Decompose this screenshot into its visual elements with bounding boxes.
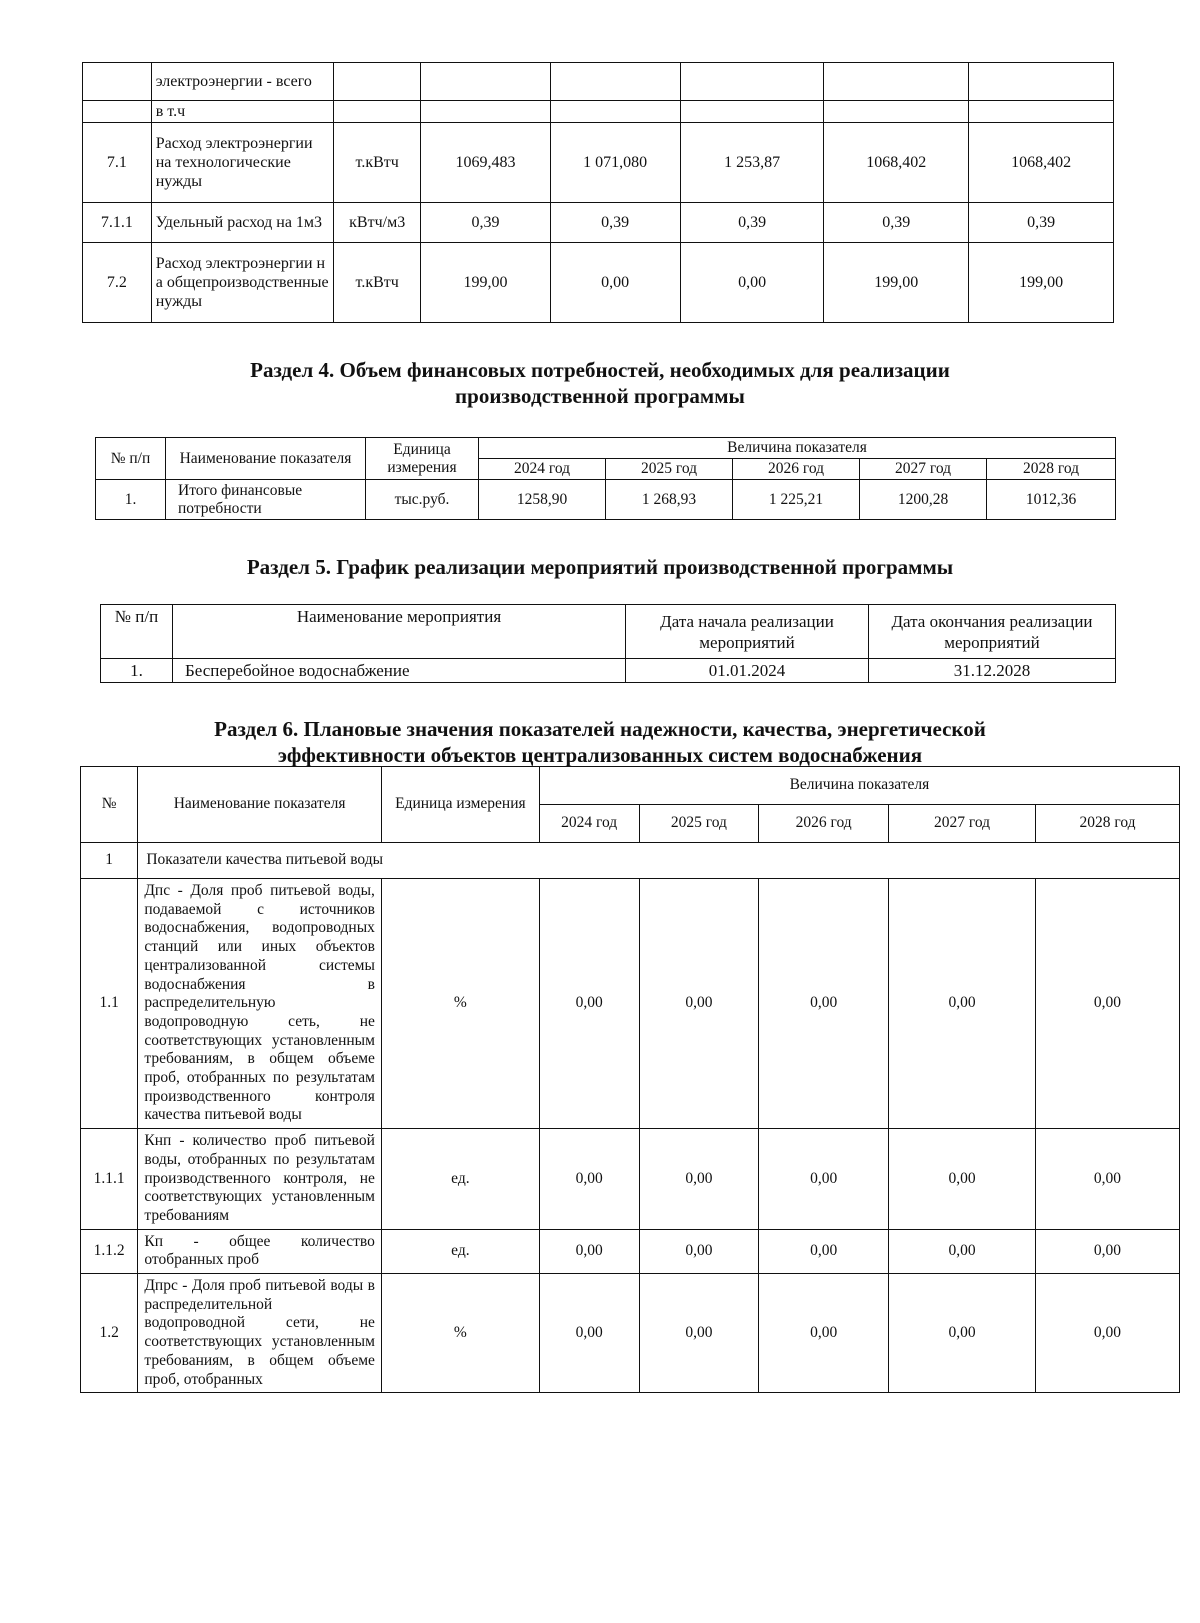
row-name: Кнп - количество проб питьевой воды, отобранных по результатам производственного контроля, не соответствующих установленным требованиям: [138, 1129, 382, 1230]
value-2024: [421, 101, 550, 123]
section4-title-line2: производственной программы: [455, 384, 745, 408]
value-2025: [550, 63, 680, 101]
row-end: 31.12.2028: [869, 659, 1116, 683]
row-unit: [333, 63, 420, 101]
value-2026: 0,00: [759, 1129, 889, 1230]
table-row: [81, 879, 1180, 1129]
header-year: 2027 год: [860, 459, 987, 480]
value-2024: [421, 63, 550, 101]
group-name: Показатели качества питьевой воды: [138, 843, 1180, 879]
value-2028: 0,00: [1035, 1274, 1179, 1393]
value-2027: 1068,402: [824, 123, 969, 203]
row-start: 01.01.2024: [626, 659, 869, 683]
value-2026: 1 253,87: [680, 123, 824, 203]
value-2025: 0,00: [639, 1274, 759, 1393]
row-unit: т.кВтч: [333, 243, 420, 323]
row-name: Удельный расход на 1м3: [151, 203, 333, 243]
table-row: [81, 1129, 1180, 1230]
value-2027: 0,00: [889, 1229, 1036, 1273]
value-2027: [824, 63, 969, 101]
section6-title-line2: эффективности объектов централизованных систем водоснабжения: [277, 743, 923, 767]
header-name: Наименование показателя: [138, 767, 382, 843]
row-name: Бесперебойное водоснабжение: [173, 659, 626, 683]
header-value-group: Величина показателя: [479, 438, 1116, 459]
row-name: Итого финансовые потребности: [166, 480, 366, 520]
table-row: [83, 123, 1114, 203]
group-num: 1: [81, 843, 138, 879]
value-2028: 199,00: [969, 243, 1114, 323]
row-num: 7.2: [83, 243, 152, 323]
row-num: 1.2: [81, 1274, 138, 1393]
header-year: 2024 год: [479, 459, 606, 480]
value-2025: 1 268,93: [606, 480, 733, 520]
group-row: [81, 843, 1180, 879]
finance-table: [95, 437, 1116, 520]
header-year: 2026 год: [759, 805, 889, 843]
row-num: 1.: [96, 480, 166, 520]
row-num: 7.1.1: [83, 203, 152, 243]
header-year: 2028 год: [987, 459, 1116, 480]
row-name: Расход электроэнергии на технологические нужды: [151, 123, 333, 203]
value-2028: [969, 101, 1114, 123]
table-row: [83, 243, 1114, 323]
row-unit: %: [381, 879, 539, 1129]
row-num: [83, 101, 152, 123]
value-2027: 1200,28: [860, 480, 987, 520]
header-num: № п/п: [101, 605, 173, 659]
value-2027: 0,00: [889, 1274, 1036, 1393]
value-2024: 1069,483: [421, 123, 550, 203]
table-row: [96, 480, 1116, 520]
row-unit: тыс.руб.: [366, 480, 479, 520]
value-2024: 0,00: [539, 879, 639, 1129]
value-2028: 0,00: [1035, 1129, 1179, 1230]
header-value-group: Величина показателя: [539, 767, 1179, 805]
value-2025: 0,39: [550, 203, 680, 243]
row-name: электроэнергии - всего: [151, 63, 333, 101]
value-2028: 1068,402: [969, 123, 1114, 203]
section5-title-text: Раздел 5. График реализации мероприятий производственной программы: [246, 555, 954, 579]
table-row: [81, 1229, 1180, 1273]
value-2025: 0,00: [639, 1229, 759, 1273]
value-2028: 0,39: [969, 203, 1114, 243]
section4-title-line1: Раздел 4. Объем финансовых потребностей, необходимых для реализации: [250, 358, 950, 382]
row-name: в т.ч: [151, 101, 333, 123]
value-2025: 0,00: [639, 879, 759, 1129]
section4-title: [0, 357, 1200, 409]
header-year: 2025 год: [606, 459, 733, 480]
value-2026: 0,00: [759, 1274, 889, 1393]
value-2028: 1012,36: [987, 480, 1116, 520]
row-unit: ед.: [381, 1229, 539, 1273]
row-unit: т.кВтч: [333, 123, 420, 203]
row-num: 1.1.1: [81, 1129, 138, 1230]
value-2024: 1258,90: [479, 480, 606, 520]
value-2025: 0,00: [550, 243, 680, 323]
header-name: Наименование мероприятия: [173, 605, 626, 659]
value-2026: [680, 101, 824, 123]
section6-title-line1: Раздел 6. Плановые значения показателей надежности, качества, энергетической: [214, 717, 986, 741]
header-row: [101, 605, 1116, 659]
schedule-table: [100, 604, 1116, 683]
value-2026: 0,00: [680, 243, 824, 323]
value-2026: 1 225,21: [733, 480, 860, 520]
value-2024: 199,00: [421, 243, 550, 323]
row-name: Дпс - Доля проб питьевой воды, подаваемой с источников водоснабжения, водопроводных станций или иных объектов централизованной системы водоснабжения в распределительную водопроводную сеть, не соответствующих установленным требованиям, в общем объеме проб, отобранных по результатам производственного контроля качества питьевой воды: [138, 879, 382, 1129]
row-name: Дпрс - Доля проб питьевой воды в распределительной водопроводной сети, не соответствующих установленным требованиям, в общем объеме проб, отобранных: [138, 1274, 382, 1393]
header-year: 2025 год: [639, 805, 759, 843]
header-year: 2027 год: [889, 805, 1036, 843]
value-2028: [969, 63, 1114, 101]
value-2026: 0,39: [680, 203, 824, 243]
header-row: [96, 438, 1116, 459]
value-2027: 0,00: [889, 1129, 1036, 1230]
value-2024: 0,39: [421, 203, 550, 243]
header-year: 2028 год: [1035, 805, 1179, 843]
row-unit: ед.: [381, 1129, 539, 1230]
value-2026: [680, 63, 824, 101]
value-2027: 199,00: [824, 243, 969, 323]
row-num: 1.: [101, 659, 173, 683]
row-name: Расход электроэнергии на общепроизводственные нужды: [151, 243, 333, 323]
row-name: Кп - общее количество отобранных проб: [138, 1229, 382, 1273]
value-2027: [824, 101, 969, 123]
value-2026: 0,00: [759, 879, 889, 1129]
energy-table: [82, 62, 1114, 323]
header-year: 2024 год: [539, 805, 639, 843]
value-2024: 0,00: [539, 1129, 639, 1230]
value-2024: 0,00: [539, 1274, 639, 1393]
value-2025: 1 071,080: [550, 123, 680, 203]
value-2028: 0,00: [1035, 879, 1179, 1129]
row-num: 7.1: [83, 123, 152, 203]
value-2024: 0,00: [539, 1229, 639, 1273]
header-num: № п/п: [96, 438, 166, 480]
value-2027: 0,39: [824, 203, 969, 243]
row-unit: [333, 101, 420, 123]
value-2026: 0,00: [759, 1229, 889, 1273]
value-2027: 0,00: [889, 879, 1036, 1129]
indicators-table: [80, 766, 1180, 1393]
table-row: [83, 101, 1114, 123]
header-name: Наименование показателя: [166, 438, 366, 480]
header-year: 2026 год: [733, 459, 860, 480]
row-num: [83, 63, 152, 101]
header-unit: Единица измерения: [381, 767, 539, 843]
section5-title: [0, 554, 1200, 580]
value-2028: 0,00: [1035, 1229, 1179, 1273]
header-unit: Единица измерения: [366, 438, 479, 480]
row-unit: кВтч/м3: [333, 203, 420, 243]
row-unit: %: [381, 1274, 539, 1393]
table-row: [81, 1274, 1180, 1393]
section6-title: [0, 716, 1200, 768]
row-num: 1.1.2: [81, 1229, 138, 1273]
header-row: [81, 767, 1180, 805]
header-num: №: [81, 767, 138, 843]
header-start: Дата начала реализации мероприятий: [626, 605, 869, 659]
table-row: [83, 203, 1114, 243]
row-num: 1.1: [81, 879, 138, 1129]
header-end: Дата окончания реализации мероприятий: [869, 605, 1116, 659]
table-row: [83, 63, 1114, 101]
value-2025: [550, 101, 680, 123]
value-2025: 0,00: [639, 1129, 759, 1230]
table-row: [101, 659, 1116, 683]
